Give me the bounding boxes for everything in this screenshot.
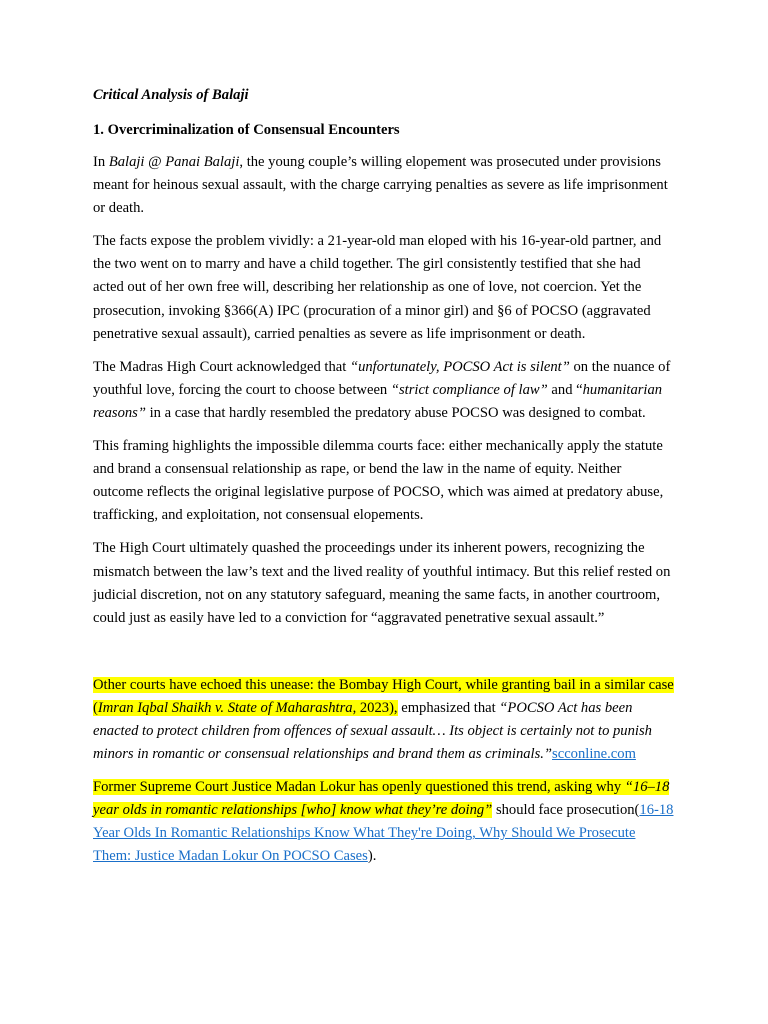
quote-pocso-object: “POCSO Act has been enacted to protect children from offences of sexual assault… Its object is certainly not to punish minors in romantic or consensual relationships and brand them as criminals.” [93, 699, 652, 763]
paragraph-lokur [93, 776, 675, 868]
paragraph-bombay-court [93, 674, 675, 766]
paragraph-dilemma: This framing highlights the impossible dilemma courts face: either mechanically apply the statute and brand a consensual relationship as rape, or bend the law in the name of equity. Neither outcome reflects the original legislative purpose of POCSO, which was aimed at predatory abuse, trafficking, and exploitation, not consensual elopements. [93, 438, 664, 524]
paragraph-facts: The facts expose the problem vividly: a 21-year-old man eloped with his 16-year-old partner, and the two went on to marry and have a child together. The girl consistently testified that she had acted out of her own free will, describing her relationship as one of love, not coercion. Yet the prosecution, invoking §366(A) IPC (procuration of a minor girl) and §6 of POCSO (aggravated penetrative sexual assault), carried penalties as severe as life imprisonment or death. [93, 233, 662, 342]
lokur-text-2: ). [367, 848, 377, 865]
highlight-bombay-2: , 2023), [352, 699, 398, 716]
madras-text-1: The Madras High Court acknowledged that [93, 358, 350, 375]
highlight-bombay-1: Other courts have echoed this unease: the Bombay High Court, while granting bail in a similar case ( [93, 676, 674, 716]
quote-strict-compliance: “strict compliance of law” [390, 381, 548, 398]
bombay-text: emphasized that [397, 699, 500, 716]
quote-16-18: “16–18 year olds in romantic relationships [who] know what they’re doing” [93, 779, 670, 819]
lokur-article-link[interactable]: 16-18 Year Olds In Romantic Relationships Know What They're Doing, Why Should We Prosecute Them: Justice Madan Lokur On POCSO Cases [93, 802, 674, 865]
case-name-imran: Imran Iqbal Shaikh v. State of Maharashtra [97, 699, 353, 716]
document-body [93, 84, 675, 879]
paragraph-quashed: The High Court ultimately quashed the proceedings under its inherent powers, recognizing the mismatch between the law’s text and the lived reality of youthful intimacy. But this relief rested on judicial discretion, not on any statutory safeguard, meaning the same facts, in another courtroom, could just as easily have led to a conviction for “aggravated penetrative sexual assault.” [93, 540, 671, 626]
scconline-link[interactable]: scconline.com [552, 746, 636, 763]
lokur-text-1: should face prosecution( [492, 802, 640, 819]
paragraph-madras-court [93, 356, 675, 425]
highlight-lokur: Former Supreme Court Justice Madan Lokur has openly questioned this trend, asking why [93, 779, 625, 796]
case-name-balaji: Balaji @ Panai Balaji [108, 154, 240, 170]
quote-humanitarian: humanitarian reasons” [93, 381, 663, 421]
madras-text-2: on the nuance of youthful love, forcing the court to choose between [93, 358, 671, 398]
section-heading: 1. Overcriminalization of Consensual Encounters [93, 122, 400, 138]
paragraph-gap [93, 640, 675, 674]
quote-pocso-silent: “unfortunately, POCSO Act is silent” [349, 358, 570, 375]
paragraph-intro [93, 151, 675, 220]
madras-text-4: in a case that hardly resembled the predatory abuse POCSO was designed to combat. [145, 404, 646, 421]
intro-text-start: In [93, 154, 109, 170]
madras-text-3: and “ [547, 381, 583, 398]
document-title: Critical Analysis of Balaji [93, 87, 249, 103]
intro-text-end: , the young couple’s willing elopement was prosecuted under provisions meant for heinous sexual assault, with the charge carrying penalties as severe as life imprisonment or death. [93, 154, 668, 217]
